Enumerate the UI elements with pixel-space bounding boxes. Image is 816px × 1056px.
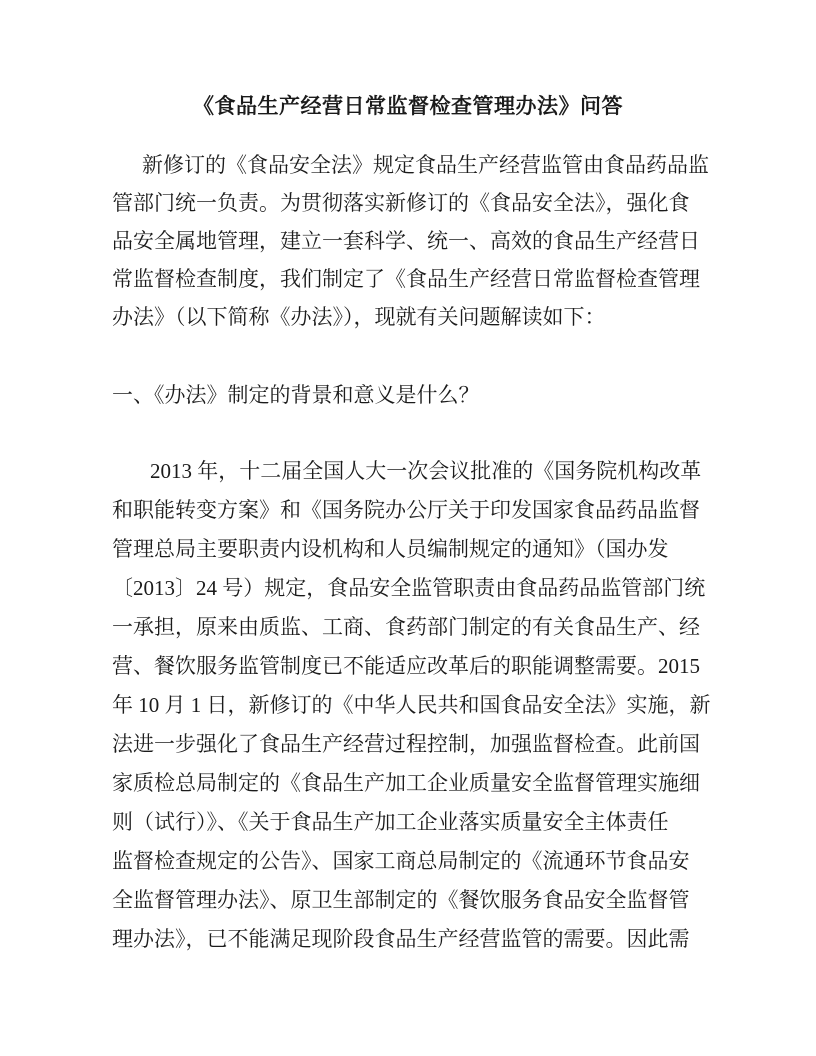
text-line: 品安全属地管理，建立一套科学、统一、高效的食品生产经营日	[112, 229, 700, 253]
paragraph-background	[112, 452, 711, 959]
text-line: 〔2013〕24 号）规定，食品安全监管职责由食品药品监管部门统	[112, 576, 706, 600]
text-line: 理办法》，已不能满足现阶段食品生产经营监管的需要。因此需	[112, 927, 690, 951]
text-line: 一承担，原来由质监、工商、食药部门制定的有关食品生产、经	[112, 615, 700, 639]
text-line: 营、餐饮服务监管制度已不能适应改革后的职能调整需要。2015	[112, 654, 700, 678]
section-heading-1: 一、《办法》制定的背景和意义是什么？	[112, 383, 480, 407]
text-line: 年 10 月 1 日，新修订的《中华人民共和国食品安全法》实施，新	[112, 693, 711, 717]
document-title: 《食品生产经营日常监督检查管理办法》问答	[193, 94, 623, 118]
text-line: 则（试行）》、《关于食品生产加工企业落实质量安全主体责任	[112, 810, 669, 834]
text-line: 新修订的《食品安全法》规定食品生产经营监管由食品药品监	[142, 153, 709, 177]
text-line: 常监督检查制度，我们制定了《食品生产经营日常监督检查管理	[112, 267, 700, 291]
text-line: 办法》（以下简称《办法》），现就有关问题解读如下：	[112, 305, 606, 329]
text-line: 全监督管理办法》、原卫生部制定的《餐饮服务食品安全监督管	[112, 888, 690, 912]
text-line: 管理总局主要职责内设机构和人员编制规定的通知》（国办发	[112, 537, 669, 561]
paragraph-intro	[112, 146, 709, 336]
text-line: 2013 年，十二届全国人大一次会议批准的《国务院机构改革	[150, 459, 702, 483]
text-line: 监督检查规定的公告》、国家工商总局制定的《流通环节食品安	[112, 849, 690, 873]
text-line: 家质检总局制定的《食品生产加工企业质量安全监督管理实施细	[112, 771, 700, 795]
text-line: 管部门统一负责。为贯彻落实新修订的《食品安全法》，强化食	[112, 191, 690, 215]
text-line: 和职能转变方案》和《国务院办公厅关于印发国家食品药品监督	[112, 498, 700, 522]
text-line: 法进一步强化了食品生产经营过程控制，加强监督检查。此前国	[112, 732, 700, 756]
document-content	[112, 87, 711, 959]
